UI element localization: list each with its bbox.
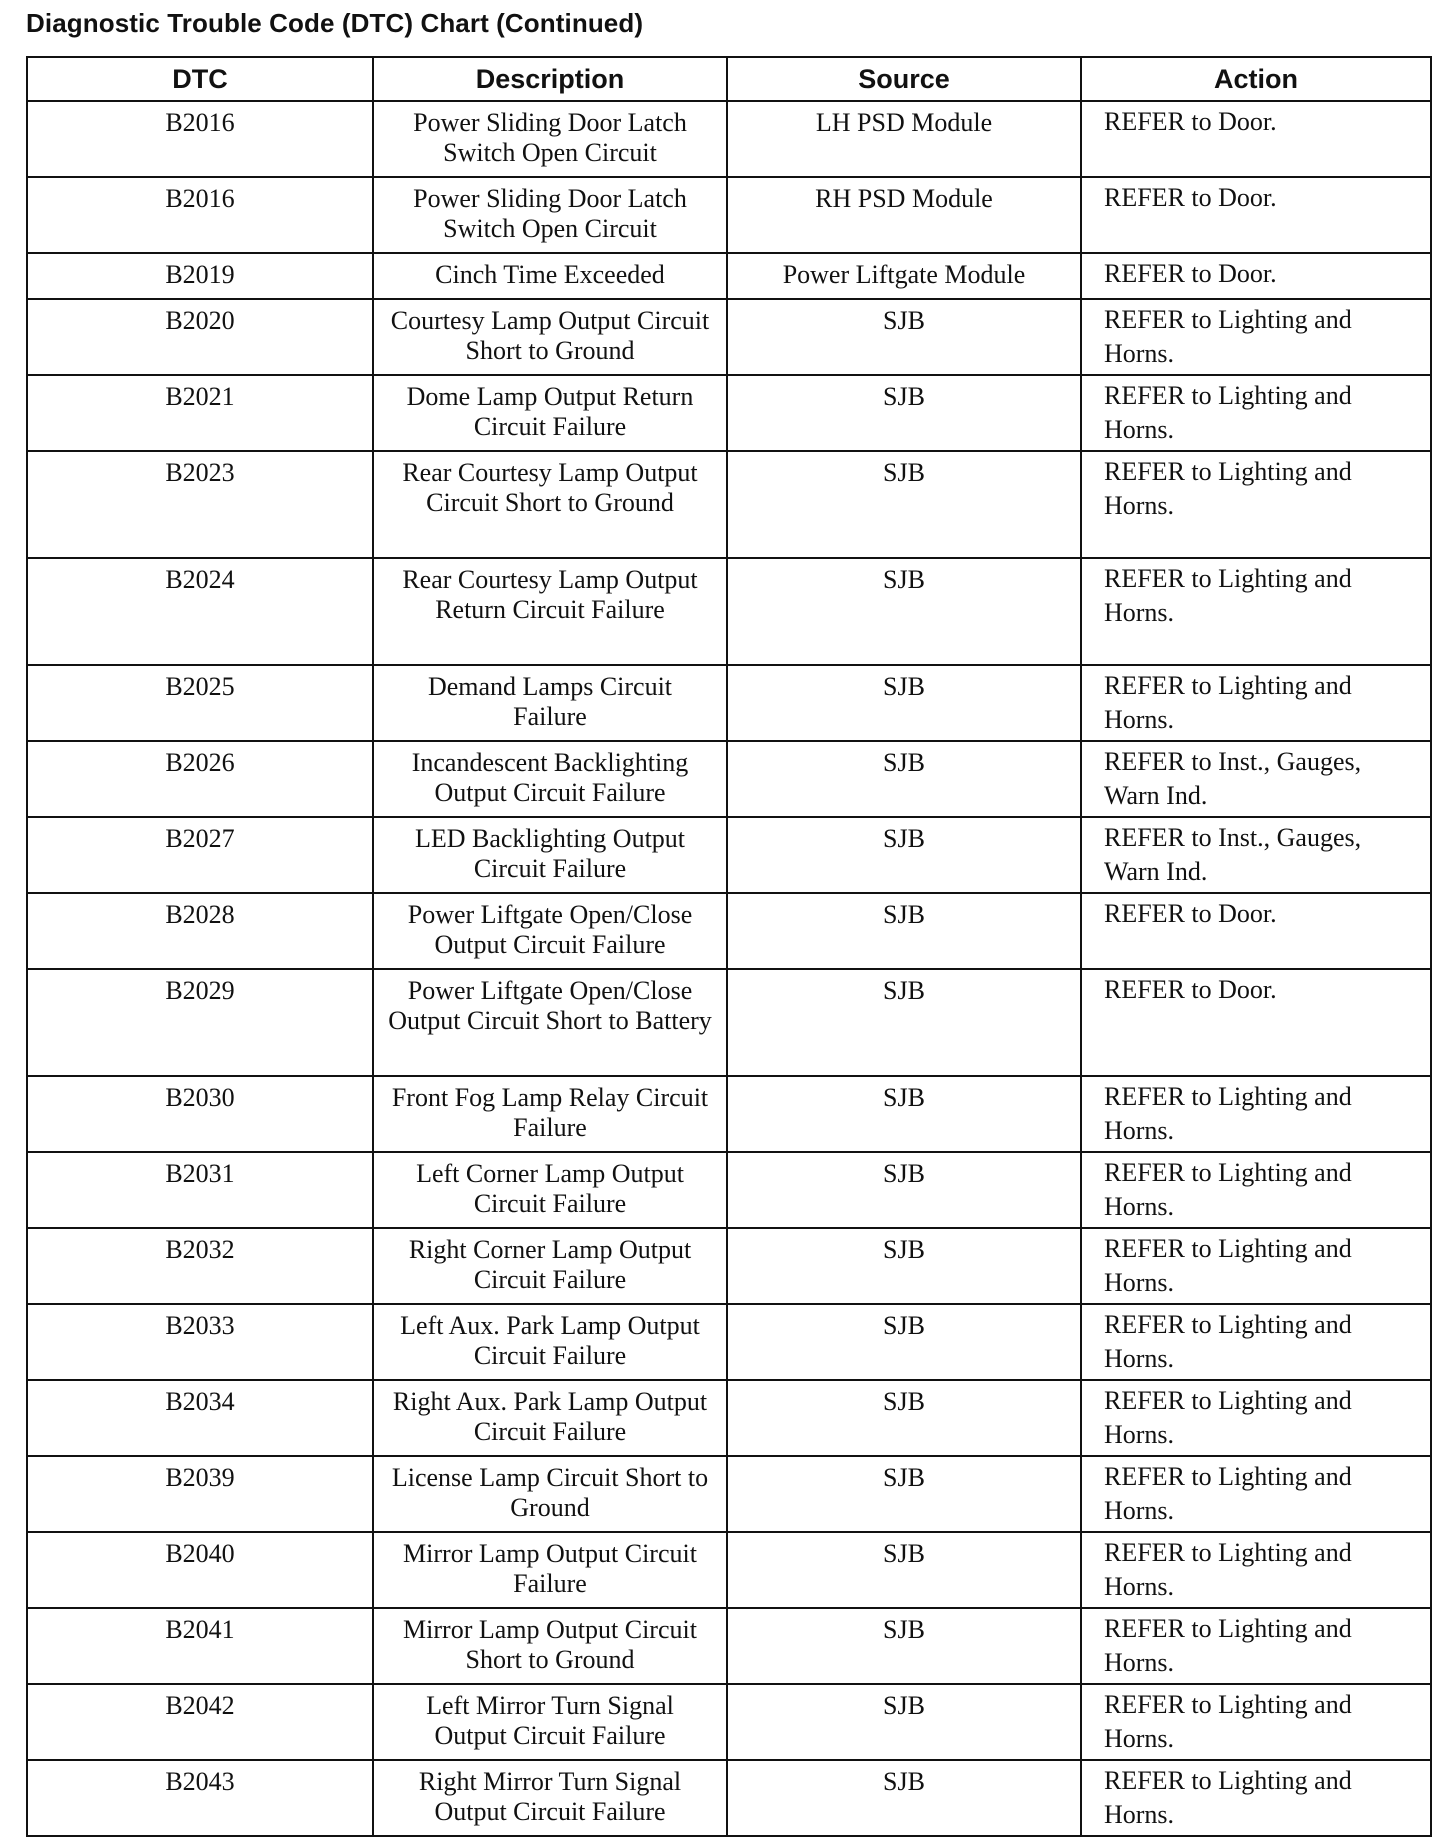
source-cell: SJB — [727, 1760, 1081, 1836]
action-cell: REFER to Door. — [1081, 101, 1431, 177]
action-cell: REFER to Lighting and Horns. — [1081, 1456, 1431, 1532]
description-cell: Rear Courtesy Lamp Output Return Circuit Failure — [373, 558, 727, 665]
table-row — [27, 451, 1431, 558]
dtc-code-cell: B2031 — [27, 1152, 373, 1228]
dtc-code-cell: B2021 — [27, 375, 373, 451]
dtc-code-cell: B2024 — [27, 558, 373, 665]
description-cell: Power Sliding Door Latch Switch Open Circuit — [373, 101, 727, 177]
source-cell: SJB — [727, 741, 1081, 817]
table-row — [27, 1608, 1431, 1684]
action-cell: REFER to Lighting and Horns. — [1081, 1608, 1431, 1684]
action-cell: REFER to Lighting and Horns. — [1081, 558, 1431, 665]
table-row — [27, 1228, 1431, 1304]
column-header-description: Description — [373, 57, 727, 101]
description-cell: Right Aux. Park Lamp Output Circuit Failure — [373, 1380, 727, 1456]
action-cell: REFER to Lighting and Horns. — [1081, 375, 1431, 451]
table-row — [27, 299, 1431, 375]
source-cell: SJB — [727, 1380, 1081, 1456]
table-row — [27, 1152, 1431, 1228]
source-cell: SJB — [727, 665, 1081, 741]
action-cell: REFER to Door. — [1081, 253, 1431, 299]
dtc-code-cell: B2039 — [27, 1456, 373, 1532]
description-cell: License Lamp Circuit Short to Ground — [373, 1456, 727, 1532]
source-cell: SJB — [727, 558, 1081, 665]
source-cell: SJB — [727, 1152, 1081, 1228]
source-cell: LH PSD Module — [727, 101, 1081, 177]
table-row — [27, 558, 1431, 665]
description-cell: Mirror Lamp Output Circuit Failure — [373, 1532, 727, 1608]
dtc-code-cell: B2041 — [27, 1608, 373, 1684]
action-cell: REFER to Door. — [1081, 969, 1431, 1076]
action-cell: REFER to Lighting and Horns. — [1081, 1684, 1431, 1760]
description-cell: Cinch Time Exceeded — [373, 253, 727, 299]
source-cell: SJB — [727, 817, 1081, 893]
description-cell: Dome Lamp Output Return Circuit Failure — [373, 375, 727, 451]
source-cell: SJB — [727, 1608, 1081, 1684]
table-row — [27, 177, 1431, 253]
table-row — [27, 1076, 1431, 1152]
dtc-code-cell: B2043 — [27, 1760, 373, 1836]
source-cell: SJB — [727, 1456, 1081, 1532]
column-header-action: Action — [1081, 57, 1431, 101]
dtc-code-cell: B2027 — [27, 817, 373, 893]
description-cell: Power Sliding Door Latch Switch Open Circuit — [373, 177, 727, 253]
column-header-source: Source — [727, 57, 1081, 101]
dtc-code-cell: B2030 — [27, 1076, 373, 1152]
table-row — [27, 1532, 1431, 1608]
table-row — [27, 893, 1431, 969]
action-cell: REFER to Lighting and Horns. — [1081, 451, 1431, 558]
source-cell: SJB — [727, 969, 1081, 1076]
action-cell: REFER to Lighting and Horns. — [1081, 1380, 1431, 1456]
dtc-code-cell: B2032 — [27, 1228, 373, 1304]
action-cell: REFER to Lighting and Horns. — [1081, 1152, 1431, 1228]
description-cell: Left Aux. Park Lamp Output Circuit Failure — [373, 1304, 727, 1380]
source-cell: SJB — [727, 893, 1081, 969]
action-cell: REFER to Door. — [1081, 177, 1431, 253]
table-row — [27, 253, 1431, 299]
dtc-chart-table — [26, 56, 1432, 1837]
description-cell: Left Corner Lamp Output Circuit Failure — [373, 1152, 727, 1228]
description-cell: Courtesy Lamp Output Circuit Short to Ground — [373, 299, 727, 375]
description-cell: Power Liftgate Open/Close Output Circuit Failure — [373, 893, 727, 969]
table-row — [27, 1304, 1431, 1380]
table-row — [27, 375, 1431, 451]
description-cell: Front Fog Lamp Relay Circuit Failure — [373, 1076, 727, 1152]
description-cell: Incandescent Backlighting Output Circuit Failure — [373, 741, 727, 817]
table-row — [27, 101, 1431, 177]
source-cell: SJB — [727, 1076, 1081, 1152]
action-cell: REFER to Lighting and Horns. — [1081, 1304, 1431, 1380]
description-cell: Right Corner Lamp Output Circuit Failure — [373, 1228, 727, 1304]
source-cell: SJB — [727, 375, 1081, 451]
dtc-code-cell: B2033 — [27, 1304, 373, 1380]
dtc-code-cell: B2020 — [27, 299, 373, 375]
action-cell: REFER to Lighting and Horns. — [1081, 1076, 1431, 1152]
action-cell: REFER to Lighting and Horns. — [1081, 1532, 1431, 1608]
column-header-dtc: DTC — [27, 57, 373, 101]
table-row — [27, 1684, 1431, 1760]
source-cell: SJB — [727, 451, 1081, 558]
action-cell: REFER to Lighting and Horns. — [1081, 299, 1431, 375]
source-cell: SJB — [727, 1684, 1081, 1760]
source-cell: SJB — [727, 1228, 1081, 1304]
table-row — [27, 817, 1431, 893]
action-cell: REFER to Inst., Gauges, Warn Ind. — [1081, 817, 1431, 893]
dtc-code-cell: B2026 — [27, 741, 373, 817]
table-header-row — [27, 57, 1431, 101]
action-cell: REFER to Door. — [1081, 893, 1431, 969]
table-row — [27, 665, 1431, 741]
table-row — [27, 1760, 1431, 1836]
source-cell: SJB — [727, 299, 1081, 375]
source-cell: SJB — [727, 1304, 1081, 1380]
table-row — [27, 741, 1431, 817]
description-cell: Demand Lamps Circuit Failure — [373, 665, 727, 741]
source-cell: RH PSD Module — [727, 177, 1081, 253]
dtc-code-cell: B2034 — [27, 1380, 373, 1456]
page-title: Diagnostic Trouble Code (DTC) Chart (Continued) — [26, 8, 644, 38]
dtc-code-cell: B2025 — [27, 665, 373, 741]
action-cell: REFER to Lighting and Horns. — [1081, 1228, 1431, 1304]
dtc-code-cell: B2019 — [27, 253, 373, 299]
description-cell: Left Mirror Turn Signal Output Circuit Failure — [373, 1684, 727, 1760]
description-cell: Right Mirror Turn Signal Output Circuit Failure — [373, 1760, 727, 1836]
description-cell: Power Liftgate Open/Close Output Circuit Short to Battery — [373, 969, 727, 1076]
table-row — [27, 1456, 1431, 1532]
dtc-code-cell: B2016 — [27, 101, 373, 177]
description-cell: Mirror Lamp Output Circuit Short to Ground — [373, 1608, 727, 1684]
action-cell: REFER to Lighting and Horns. — [1081, 665, 1431, 741]
dtc-code-cell: B2042 — [27, 1684, 373, 1760]
dtc-code-cell: B2029 — [27, 969, 373, 1076]
dtc-code-cell: B2023 — [27, 451, 373, 558]
source-cell: Power Liftgate Module — [727, 253, 1081, 299]
description-cell: Rear Courtesy Lamp Output Circuit Short to Ground — [373, 451, 727, 558]
action-cell: REFER to Inst., Gauges, Warn Ind. — [1081, 741, 1431, 817]
table-row — [27, 1380, 1431, 1456]
dtc-code-cell: B2040 — [27, 1532, 373, 1608]
dtc-code-cell: B2016 — [27, 177, 373, 253]
dtc-code-cell: B2028 — [27, 893, 373, 969]
source-cell: SJB — [727, 1532, 1081, 1608]
description-cell: LED Backlighting Output Circuit Failure — [373, 817, 727, 893]
table-row — [27, 969, 1431, 1076]
action-cell: REFER to Lighting and Horns. — [1081, 1760, 1431, 1836]
